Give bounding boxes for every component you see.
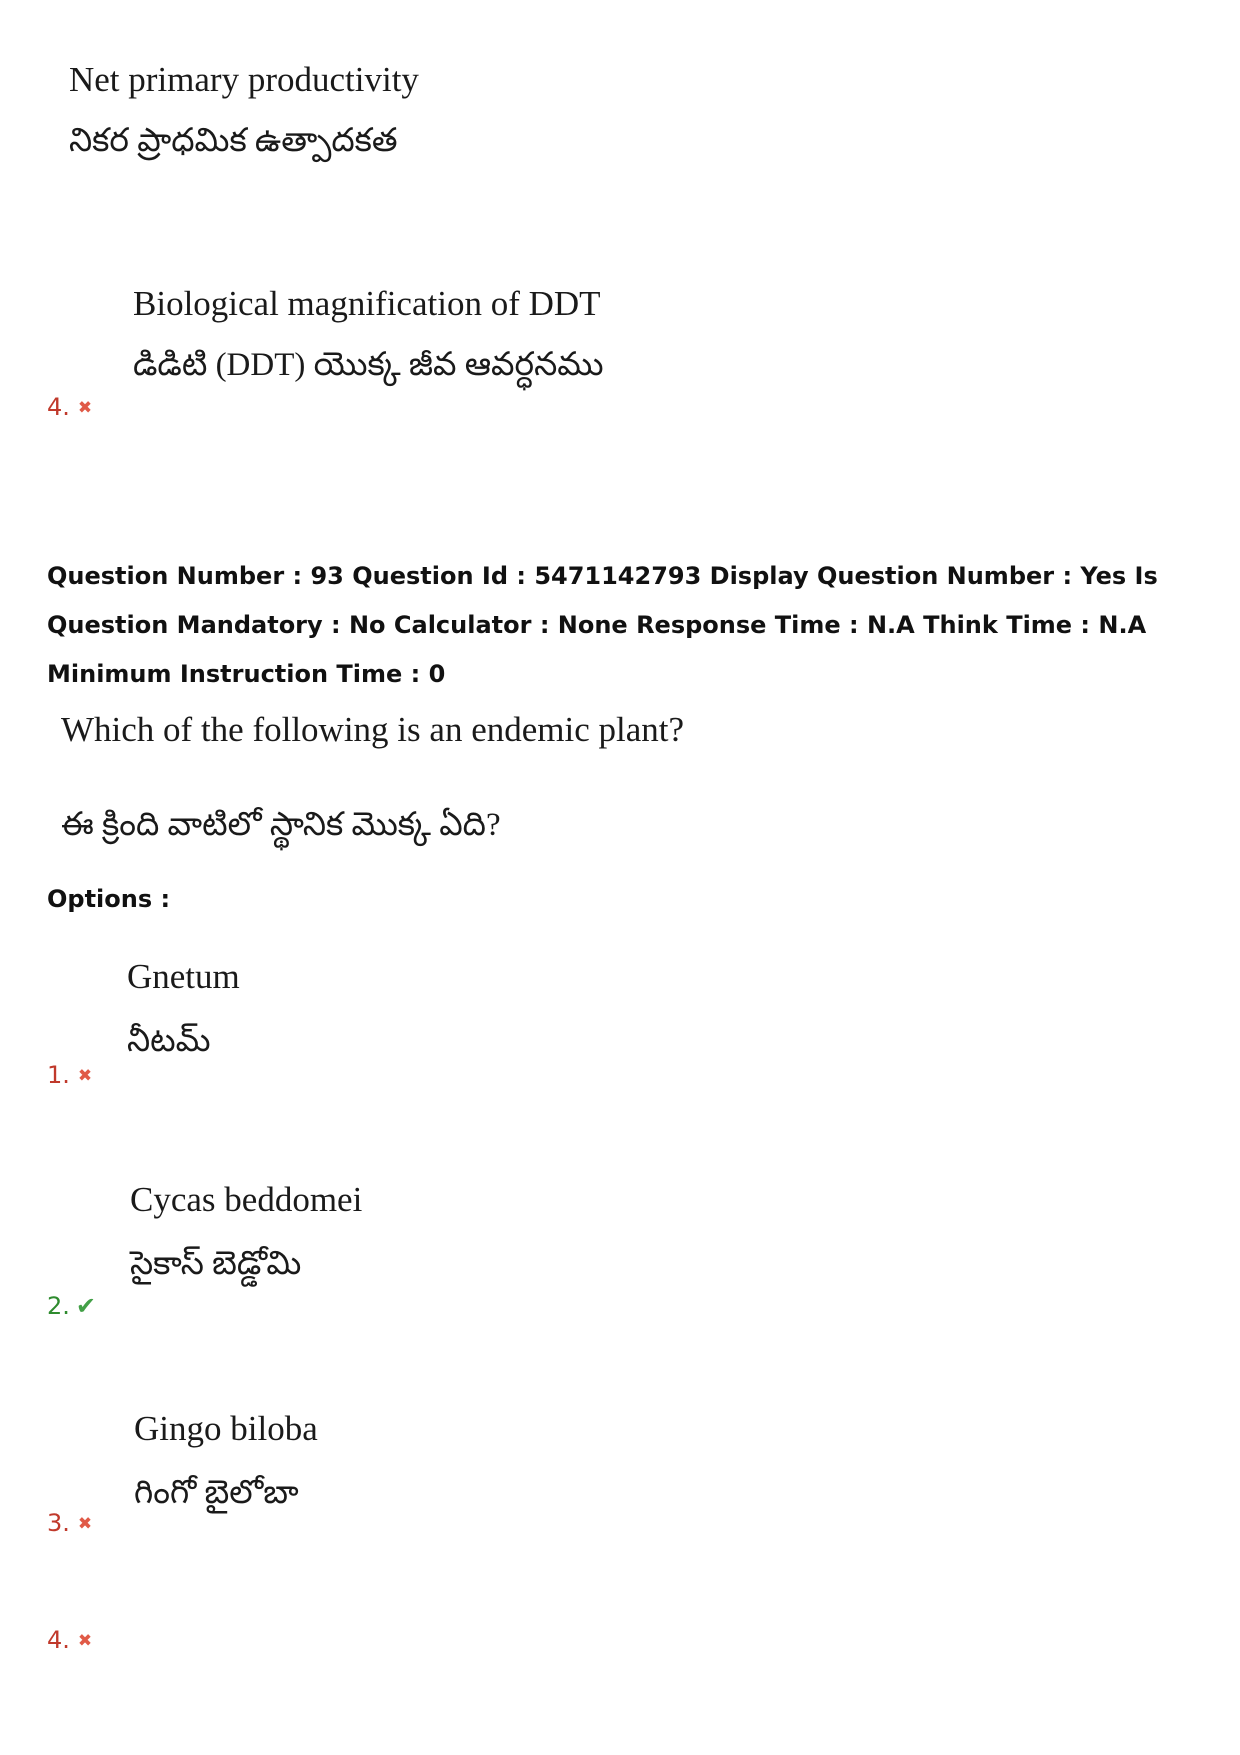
cross-icon: ✖	[77, 1631, 93, 1651]
option-2-text-te: సైకాస్ బెడ్డోమి	[130, 1246, 302, 1282]
option-1-number	[47, 1061, 92, 1089]
option-3-text-te: గింగో బైలోబా	[134, 1475, 299, 1511]
option-1-text-te: నీటమ్	[127, 1023, 211, 1059]
cross-icon: ✖	[77, 1066, 93, 1086]
option-number: 3.	[47, 1509, 70, 1537]
option-number: 4.	[47, 1626, 70, 1654]
prev-option3-text-te: నికర ప్రాధమిక ఉత్పాదకత	[69, 123, 398, 159]
option-number: 1.	[47, 1061, 70, 1089]
question-meta: Question Number : 93 Question Id : 5471142793 Display Question Number : Yes Is Question Mandatory : No Calculator : None Response Time : N.A Think Time : N.A Minimum Instruction Time : 0	[47, 562, 1158, 688]
option-4-number	[47, 1626, 92, 1654]
prev-option4-text-en: Biological magnification of DDT	[133, 284, 601, 323]
option-number: 2.	[47, 1292, 70, 1320]
option-2-text-en: Cycas beddomei	[130, 1180, 363, 1219]
prev-option4-text-te: డిడిటి (DDT) యొక్క జీవ ఆవర్ధనము	[133, 347, 604, 383]
option-3-text-en: Gingo biloba	[134, 1409, 318, 1448]
option-2-number	[47, 1292, 96, 1320]
prev-option3-text-en: Net primary productivity	[69, 60, 419, 99]
option-number: 4.	[47, 393, 70, 421]
prev-option4-number	[47, 393, 92, 421]
options-label: Options :	[47, 885, 171, 913]
question-text-te: ఈ క్రింది వాటిలో స్థానిక మొక్క ఏది?	[61, 807, 501, 843]
cross-icon: ✖	[77, 1514, 93, 1534]
option-1-text-en: Gnetum	[127, 957, 240, 996]
cross-icon: ✖	[77, 398, 93, 418]
option-3-number	[47, 1509, 92, 1537]
question-text-en: Which of the following is an endemic plant?	[61, 710, 685, 749]
check-icon: ✔	[75, 1292, 97, 1320]
